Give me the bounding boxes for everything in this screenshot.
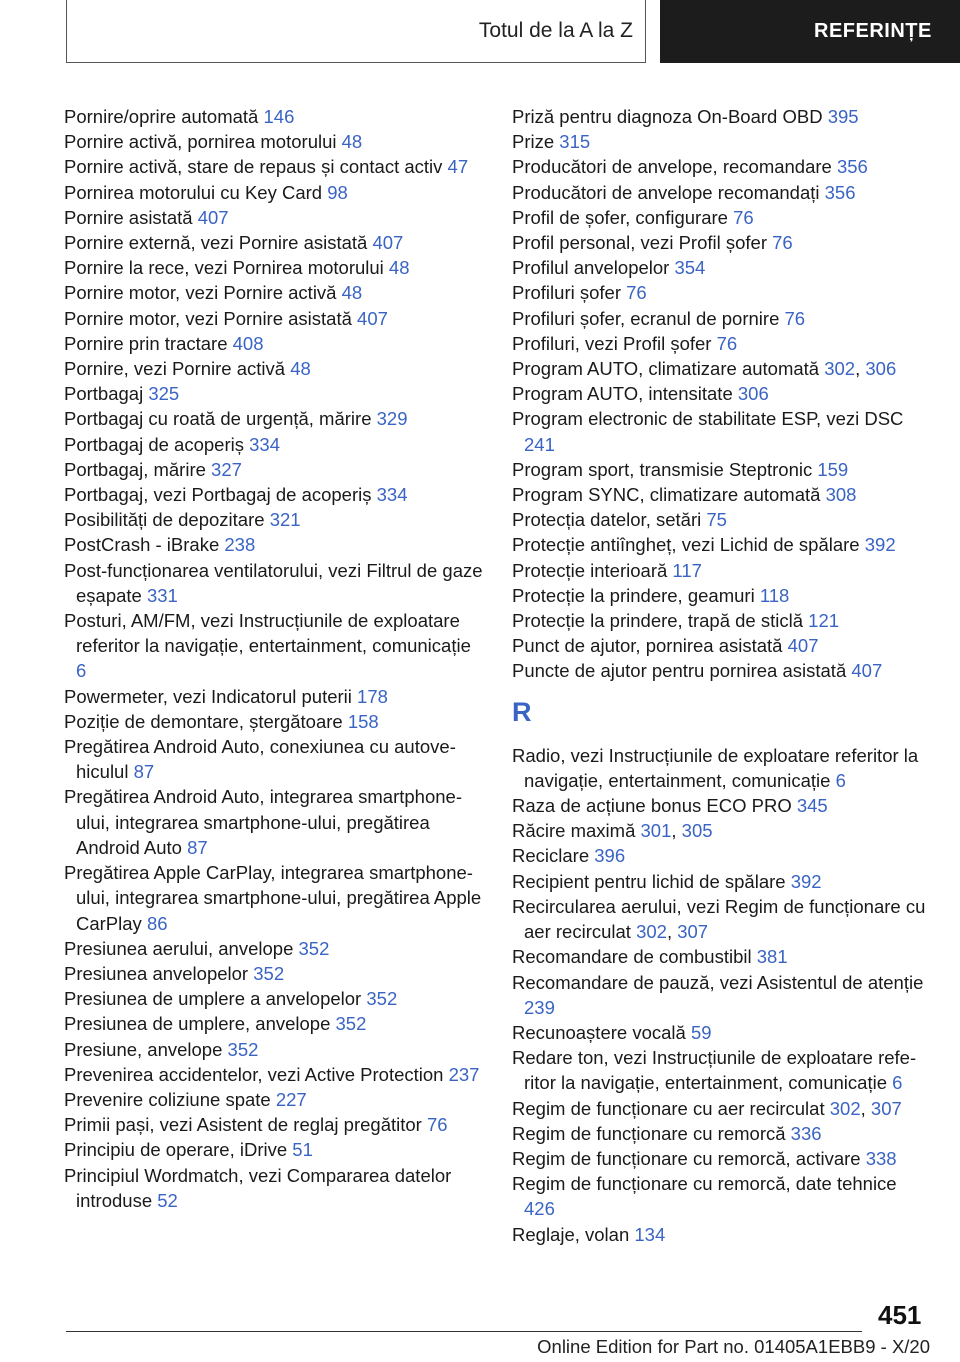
index-entry-text: Portbagaj, vezi Portbagaj de acoperiș xyxy=(64,484,372,506)
index-entry-text: Producători de anvelope, recomandare xyxy=(512,156,832,178)
page-reference-link[interactable]: 118 xyxy=(759,584,790,606)
index-entry xyxy=(512,793,932,818)
page-reference-link[interactable]: 407 xyxy=(372,232,404,254)
page-reference-link[interactable]: 301 xyxy=(640,820,672,842)
index-entry-text: Protecție antiîngheț, vezi Lichid de spălare xyxy=(512,534,860,556)
index-entry-text: Portbagaj cu roată de urgență, mărire xyxy=(64,408,372,430)
index-entry-text: Presiune, anvelope xyxy=(64,1038,223,1060)
index-entry xyxy=(64,129,484,154)
index-entry-text: Program SYNC, climatizare automată xyxy=(512,484,821,506)
index-entry xyxy=(512,1171,932,1221)
page-reference-link[interactable]: 345 xyxy=(796,795,828,817)
index-column-left xyxy=(64,104,484,1213)
page-reference-link[interactable]: 239 xyxy=(524,996,555,1018)
page-reference-link[interactable]: 308 xyxy=(825,484,857,506)
index-entry xyxy=(64,608,484,684)
index-entry-text: Pornirea motorului cu Key Card xyxy=(64,181,323,203)
index-entry xyxy=(64,1112,484,1137)
page-reference-link[interactable]: 76 xyxy=(733,206,754,228)
page-reference-link[interactable]: 426 xyxy=(524,1198,555,1220)
index-entry xyxy=(512,104,932,129)
index-entry xyxy=(64,356,484,381)
index-entry-text: Pregătirea Android Auto, integrarea smartphone-ului, integrarea smartphone-ului, pregătirea Android Auto xyxy=(64,786,462,858)
index-entry-text: Punct de ajutor, pornirea asistată xyxy=(512,635,783,657)
index-entry xyxy=(512,1020,932,1045)
index-entry xyxy=(64,457,484,482)
index-entry-text: Portbagaj de acoperiș xyxy=(64,433,244,455)
header-chapter-tab xyxy=(660,0,960,63)
index-entry-text: Principiu de operare, iDrive xyxy=(64,1139,288,1161)
page-reference-link[interactable]: 354 xyxy=(674,257,706,279)
index-entry xyxy=(64,1087,484,1112)
index-entry xyxy=(512,507,932,532)
index-entry xyxy=(512,869,932,894)
index-entry xyxy=(512,205,932,230)
index-entry xyxy=(512,843,932,868)
index-entry xyxy=(64,734,484,784)
index-entry xyxy=(512,482,932,507)
index-entry xyxy=(512,558,932,583)
index-entry xyxy=(64,406,484,431)
index-entry xyxy=(512,583,932,608)
index-entry-text: Redare ton, vezi Instrucțiunile de exploatare referitor la navigație, entertainment, comunicație xyxy=(512,1047,917,1094)
page-reference-link[interactable]: 178 xyxy=(357,685,388,707)
index-entry xyxy=(512,658,932,683)
index-entry xyxy=(64,306,484,331)
index-entry xyxy=(64,280,484,305)
index-entry xyxy=(512,970,932,1020)
page-reference-link[interactable]: 321 xyxy=(269,509,301,531)
page-reference-link[interactable]: 392 xyxy=(790,870,822,892)
index-entry-text: PostCrash - iBrake xyxy=(64,534,220,556)
index-entry xyxy=(64,507,484,532)
index-entry xyxy=(64,1037,484,1062)
index-entry-text: Pornire la rece, vezi Pornirea motorului xyxy=(64,257,384,279)
index-entry xyxy=(64,1163,484,1213)
index-entry-text: Program electronic de stabilitate ESP, vezi DSC xyxy=(512,408,904,430)
index-entry xyxy=(512,743,932,793)
index-group-p xyxy=(512,104,932,684)
index-entry xyxy=(64,381,484,406)
index-entry: Program AUTO, climatizare automată 302, 306 xyxy=(512,358,897,380)
page-reference-link[interactable]: 334 xyxy=(249,433,280,455)
index-entry xyxy=(64,331,484,356)
page-reference-link[interactable]: 59 xyxy=(690,1021,712,1043)
index-entry xyxy=(512,1045,932,1095)
index-entry-text: Portbagaj xyxy=(64,383,144,405)
index-entry-text: Powermeter, vezi Indicatorul puterii xyxy=(64,685,352,707)
index-entry xyxy=(512,1121,932,1146)
index-entry xyxy=(64,432,484,457)
index-entry xyxy=(512,381,932,406)
page-reference-link[interactable]: 408 xyxy=(232,332,264,354)
index-entry-text: Regim de funcționare cu remorcă, date tehnice xyxy=(512,1173,897,1195)
page-reference-link[interactable]: 158 xyxy=(347,710,379,732)
index-entry-text: Raza de acțiune bonus ECO PRO xyxy=(512,795,792,817)
page-reference-link[interactable]: 87 xyxy=(187,836,208,858)
index-entry xyxy=(64,1062,484,1087)
index-entry-text: Recircularea aerului, vezi Regim de funcționare cu aer recirculat xyxy=(512,895,926,943)
index-entry xyxy=(64,180,484,205)
page-reference-link[interactable]: 352 xyxy=(298,937,330,959)
index-entry xyxy=(64,986,484,1011)
index-entry-text: Producători de anvelope recomandați xyxy=(512,181,820,203)
page-reference-link[interactable]: 76 xyxy=(772,232,793,254)
page-reference-link[interactable]: 146 xyxy=(263,106,295,127)
index-entry xyxy=(64,709,484,734)
index-entry-text: Profilul anvelopelor xyxy=(512,257,670,279)
index-entry: Răcire maximă 301, 305 xyxy=(512,820,713,842)
section-letter: R xyxy=(512,696,532,727)
index-entry-text: Pornire asistată xyxy=(64,206,193,228)
index-entry-text: Regim de funcționare cu remorcă xyxy=(512,1122,786,1144)
index-entry xyxy=(512,608,932,633)
page-reference-link[interactable]: 48 xyxy=(341,282,363,304)
page-reference-link[interactable]: 48 xyxy=(341,131,363,153)
header-section-title: Totul de la A la Z xyxy=(478,19,633,42)
index-entry-text: Protecție la prindere, trapă de sticlă xyxy=(512,610,804,632)
page-reference-link[interactable]: 407 xyxy=(357,307,388,329)
index-entry-text: Profil personal, vezi Profil șofer xyxy=(512,232,767,254)
index-entry xyxy=(64,154,484,179)
index-entry xyxy=(512,406,932,456)
index-entry-text: Posturi, AM/FM, vezi Instrucțiunile de exploatare referitor la navigație, entertainment, comunicație xyxy=(64,610,471,657)
page-reference-link[interactable]: 238 xyxy=(224,534,256,556)
index-entry-text: Profiluri șofer, ecranul de pornire xyxy=(512,307,780,329)
index-entry-text: Posibilități de depozitare xyxy=(64,509,265,531)
page-reference-link[interactable]: 329 xyxy=(376,408,408,430)
index-entry-text: Portbagaj, mărire xyxy=(64,458,206,480)
index-entry xyxy=(512,633,932,658)
index-entry xyxy=(512,129,932,154)
index-entry xyxy=(512,280,932,305)
page-reference-link[interactable]: 134 xyxy=(634,1223,666,1245)
footer-divider xyxy=(66,1331,862,1332)
page-reference-link[interactable]: 306 xyxy=(865,358,897,380)
index-entry-text: Puncte de ajutor pentru pornirea asistată xyxy=(512,660,847,682)
index-entry-text: Profil de șofer, configurare xyxy=(512,206,728,228)
index-entry xyxy=(64,961,484,986)
page-reference-link[interactable]: 307 xyxy=(677,921,709,943)
page-reference-link[interactable]: 76 xyxy=(716,332,738,354)
index-entry-text: Program sport, transmisie Steptronic xyxy=(512,458,813,480)
page-reference-link[interactable]: 6 xyxy=(892,1072,903,1094)
page-reference-link[interactable]: 159 xyxy=(817,458,849,480)
index-entry: Recircularea aerului, vezi Regim de funcționare cu aer recirculat 302, 307 xyxy=(512,895,926,943)
index-entry-text: Profiluri, vezi Profil șofer xyxy=(512,332,712,354)
index-entry xyxy=(512,230,932,255)
index-entry-text: Radio, vezi Instrucțiunile de exploatare referitor la navigație, entertainment, comunicație xyxy=(512,744,919,791)
index-entry xyxy=(64,532,484,557)
index-entry-text: Presiunea anvelopelor xyxy=(64,962,249,984)
index-entry-text: Prevenirea accidentelor, vezi Active Protection xyxy=(64,1063,444,1085)
page-reference-link[interactable]: 6 xyxy=(76,660,87,682)
page-reference-link[interactable]: 47 xyxy=(447,156,469,178)
index-group-r xyxy=(512,743,932,1247)
index-entry-text: Răcire maximă xyxy=(512,820,636,842)
page-number: 451 xyxy=(878,1300,922,1330)
index-entry-text: Program AUTO, intensitate xyxy=(512,383,733,405)
index-entry xyxy=(512,180,932,205)
page-reference-link[interactable]: 76 xyxy=(626,282,647,304)
index-entry xyxy=(512,1146,932,1171)
index-entry-text: Pornire activă, stare de repaus și contact activ xyxy=(64,156,443,178)
index-entry-text: Reglaje, volan xyxy=(512,1223,630,1245)
page-reference-link[interactable]: 117 xyxy=(672,559,702,581)
page-reference-link[interactable]: 352 xyxy=(366,988,398,1010)
index-entry-text: Pornire externă, vezi Pornire asistată xyxy=(64,232,368,254)
index-entry-text: Pornire motor, vezi Pornire activă xyxy=(64,282,337,304)
index-entry xyxy=(64,205,484,230)
index-entry-text: Recipient pentru lichid de spălare xyxy=(512,870,786,892)
index-entry xyxy=(64,230,484,255)
page-reference-link[interactable]: 327 xyxy=(211,458,242,480)
page-reference-link[interactable]: 305 xyxy=(681,820,713,842)
index-entry-text: Protecție interioară xyxy=(512,559,668,581)
index-entry xyxy=(512,331,932,356)
index-entry xyxy=(512,154,932,179)
page-reference-link[interactable]: 356 xyxy=(836,156,868,178)
index-entry-text: Pregătirea Android Auto, conexiunea cu autovehiculul xyxy=(64,736,456,783)
index-entry xyxy=(64,255,484,280)
page-reference-link[interactable]: 48 xyxy=(388,257,410,279)
index-entry xyxy=(64,1011,484,1036)
header-chapter-title: REFERINȚE xyxy=(814,20,932,42)
page-reference-link[interactable]: 51 xyxy=(292,1139,313,1161)
page-reference-link[interactable]: 86 xyxy=(146,912,168,934)
page-reference-link[interactable]: 356 xyxy=(824,181,856,203)
index-entry-text: Pornire/oprire automată xyxy=(64,106,259,127)
page-reference-link[interactable]: 121 xyxy=(808,610,840,632)
page-reference-link[interactable]: 352 xyxy=(227,1038,259,1060)
index-entry xyxy=(512,944,932,969)
page-reference-link[interactable]: 352 xyxy=(253,962,285,984)
page-reference-link[interactable]: 307 xyxy=(870,1097,902,1119)
index-column-right xyxy=(512,104,932,1247)
page-reference-link[interactable]: 302 xyxy=(636,921,667,943)
header-section-tab xyxy=(66,0,646,63)
page-reference-link[interactable]: 6 xyxy=(835,769,846,791)
page-reference-link[interactable]: 334 xyxy=(376,484,408,506)
index-entry: Regim de funcționare cu aer recirculat 302, 307 xyxy=(512,1097,902,1119)
index-entry-text: Regim de funcționare cu remorcă, activare xyxy=(512,1147,861,1169)
index-entry xyxy=(64,558,484,608)
index-entry xyxy=(64,936,484,961)
page-reference-link[interactable]: 87 xyxy=(133,761,155,783)
index-entry-text: Recomandare de pauză, vezi Asistentul de atenție xyxy=(512,971,924,993)
page-reference-link[interactable]: 352 xyxy=(335,1013,367,1035)
index-entry xyxy=(512,457,932,482)
index-entry-text: Pregătirea Apple CarPlay, integrarea smartphone-ului, integrarea smartphone-ului, pregătirea Apple CarPlay xyxy=(64,862,482,934)
page-reference-link[interactable]: 76 xyxy=(784,307,806,329)
index-entry-text: Pornire, vezi Pornire activă xyxy=(64,358,286,380)
index-entry xyxy=(64,1137,484,1162)
page-reference-link[interactable]: 237 xyxy=(448,1063,480,1085)
index-entry-text: Regim de funcționare cu aer recirculat xyxy=(512,1097,825,1119)
index-entry xyxy=(64,860,484,936)
index-entry xyxy=(512,255,932,280)
index-entry-text: Program AUTO, climatizare automată xyxy=(512,358,820,380)
page-reference-link[interactable]: 315 xyxy=(559,131,591,153)
page-reference-link[interactable]: 227 xyxy=(275,1088,307,1110)
page-reference-link[interactable]: 98 xyxy=(327,181,348,203)
page-reference-link[interactable]: 392 xyxy=(864,534,896,556)
index-entry-text: Presiunea de umplere a anvelopelor xyxy=(64,988,362,1010)
index-entry xyxy=(512,1222,932,1247)
page-reference-link[interactable]: 302 xyxy=(824,358,856,380)
index-entry-text: Reciclare xyxy=(512,845,590,867)
index-entry-text: Primii pași, vezi Asistent de reglaj pregătitor xyxy=(64,1114,422,1136)
index-entry xyxy=(64,784,484,860)
index-entry-text: Poziție de demontare, ștergătoare xyxy=(64,710,343,732)
page-reference-link[interactable]: 76 xyxy=(426,1114,448,1136)
page-reference-link[interactable]: 241 xyxy=(524,433,555,455)
page-reference-link[interactable]: 381 xyxy=(756,946,788,968)
index-entry-text: Presiunea de umplere, anvelope xyxy=(64,1013,331,1035)
index-entry-text: Prevenire coliziune spate xyxy=(64,1088,271,1110)
index-entry xyxy=(64,684,484,709)
page-reference-link[interactable]: 336 xyxy=(790,1122,822,1144)
page-reference-link[interactable]: 395 xyxy=(827,106,859,127)
index-entry xyxy=(64,104,484,129)
index-entry-text: Priză pentru diagnoza On-Board OBD xyxy=(512,106,823,127)
page-reference-link[interactable]: 396 xyxy=(594,845,626,867)
index-entry-text: Protecția datelor, setări xyxy=(512,509,702,531)
index-entry-text: Pornire prin tractare xyxy=(64,332,228,354)
page-reference-link[interactable]: 52 xyxy=(157,1189,178,1211)
page-reference-link[interactable]: 331 xyxy=(146,584,178,606)
index-entry xyxy=(512,306,932,331)
index-entry-text: Post-funcționarea ventilatorului, vezi Filtrul de gaze eșapate xyxy=(64,559,483,606)
index-entry-text: Prize xyxy=(512,131,555,153)
index-entry-text: Protecție la prindere, geamuri xyxy=(512,584,755,606)
index-entry-text: Pornire activă, pornirea motorului xyxy=(64,131,337,153)
index-entry xyxy=(64,482,484,507)
footer-edition: Online Edition for Part no. 01405A1EBB9 - X/20 xyxy=(537,1336,930,1357)
index-entry-text: Pornire motor, vezi Pornire asistată xyxy=(64,307,352,329)
index-entry xyxy=(512,532,932,557)
index-entry-text: Principiul Wordmatch, vezi Compararea datelor introduse xyxy=(64,1164,452,1211)
page-reference-link[interactable]: 407 xyxy=(197,206,229,228)
index-entry-text: Profiluri șofer xyxy=(512,282,621,304)
page-reference-link[interactable]: 48 xyxy=(290,358,311,380)
index-entry-text: Recunoaștere vocală xyxy=(512,1021,686,1043)
index-entry-text: Presiunea aerului, anvelope xyxy=(64,937,294,959)
index-entry-text: Recomandare de combustibil xyxy=(512,946,752,968)
page-reference-link[interactable]: 407 xyxy=(851,660,883,682)
page-reference-link[interactable]: 75 xyxy=(706,509,727,531)
page-reference-link[interactable]: 306 xyxy=(737,383,769,405)
page-reference-link[interactable]: 407 xyxy=(787,635,819,657)
page-reference-link[interactable]: 325 xyxy=(148,383,180,405)
page-reference-link[interactable]: 338 xyxy=(865,1147,897,1169)
page-reference-link[interactable]: 302 xyxy=(829,1097,861,1119)
